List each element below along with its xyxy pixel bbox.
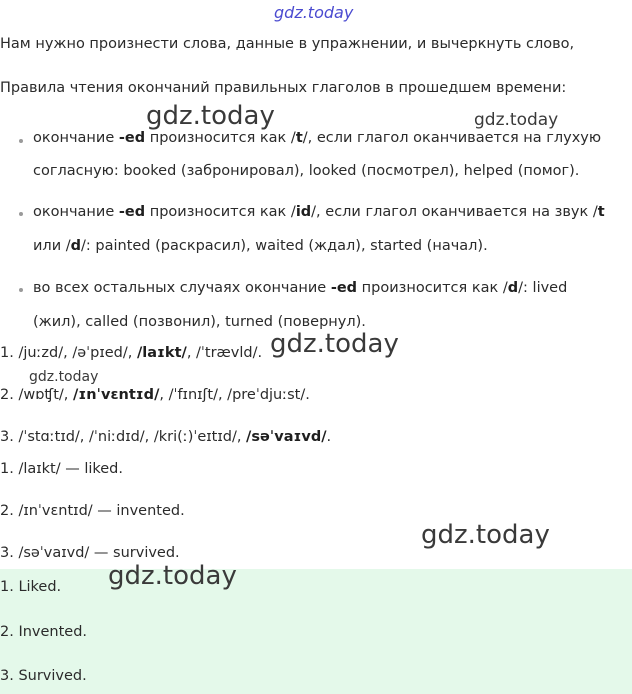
answer-final-2: 2. Invented. [0,624,88,640]
watermark: gdz.today [146,101,275,131]
rule-1-line-1: окончание -ed произносится как /t/, если глагол оканчивается на глухую [33,130,602,146]
bullet-icon [19,212,23,216]
watermark: gdz.today [108,561,237,591]
watermark-top: gdz.today [274,3,354,22]
watermark: gdz.today [29,369,99,385]
rule-2-line-2: или /d/: painted (раскрасил), waited (ждал), started (начал). [33,238,488,254]
transcription-3: 3. /ˈstɑːtɪd/, /ˈniːdɪd/, /kri(ː)ˈeɪtɪd/, /səˈvaɪvd/. [0,429,332,445]
answer-phonetic-3: 3. /səˈvaɪvd/ — survived. [0,545,180,561]
rule-3-line-1: во всех остальных случаях окончание -ed произносится как /d/: lived [33,280,568,296]
watermark: gdz.today [421,520,550,550]
rule-1-line-2: согласную: booked (забронировал), looked (посмотрел), helped (помог). [33,163,580,179]
answer-phonetic-1: 1. /laɪkt/ — liked. [0,461,123,477]
rule-2-line-1: окончание -ed произносится как /id/, если глагол оканчивается на звук /t [33,204,605,220]
answer-phonetic-2: 2. /ɪnˈvɛntɪd/ — invented. [0,503,185,519]
transcription-2: 2. /wɒʧt/, /ɪnˈvɛntɪd/, /ˈfɪnɪʃt/, /preˈdjuːst/. [0,387,310,403]
answer-block [0,569,632,694]
transcription-1: 1. /juːzd/, /əˈpɪed/, /laɪkt/, /ˈtrævld/. [0,345,263,361]
bullet-icon [19,139,23,143]
answer-final-1: 1. Liked. [0,579,62,595]
task-text: Нам нужно произнести слова, данные в упражнении, и вычеркнуть слово, [0,36,575,52]
rule-3-line-2: (жил), called (позвонил), turned (повернул). [33,314,366,330]
watermark: gdz.today [474,110,559,130]
answer-final-3: 3. Survived. [0,668,87,684]
watermark: gdz.today [270,329,399,359]
rules-title: Правила чтения окончаний правильных глаголов в прошедшем времени: [0,80,567,96]
bullet-icon [19,288,23,292]
